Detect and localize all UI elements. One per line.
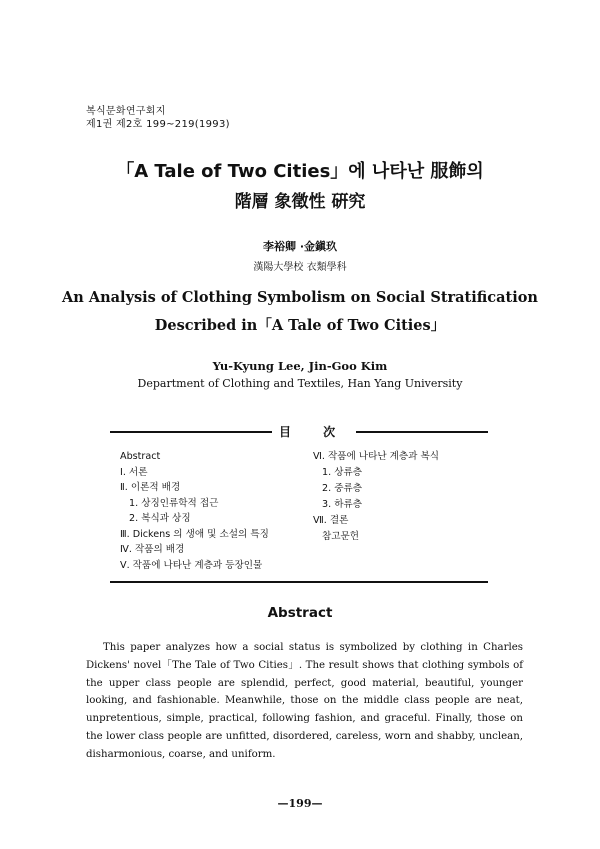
toc-item: 참고문헌 (322, 531, 360, 542)
toc-subitem: 1. 상류층 (322, 467, 363, 478)
toc-subitem: 2. 복식과 상징 (129, 513, 191, 524)
toc-left-column (120, 449, 269, 573)
toc-item: Ⅲ. Dickens 의 생애 및 소설의 특징 (120, 528, 269, 540)
toc-item: Ⅴ. 작품에 나타난 계층과 등장인물 (120, 559, 263, 571)
toc-subitem: 3. 하류층 (322, 499, 363, 510)
toc-item: Ⅶ. 결론 (313, 515, 349, 526)
toc-item: Ⅱ. 이론적 배경 (120, 482, 181, 493)
toc-item: Ⅵ. 작품에 나타난 계층과 복식 (313, 451, 440, 462)
english-title-line1: An Analysis of Clothing Symbolism on Social Stratification (62, 289, 538, 306)
journal-header (86, 105, 230, 131)
journal-name: 복식문화연구회지 (86, 106, 166, 117)
toc-item: Abstract (120, 451, 161, 462)
journal-volume: 제1권 제2호 199~219(1993) (86, 119, 230, 130)
korean-title-line2: 階層 象徵性 硏究 (234, 192, 366, 212)
english-department: Department of Clothing and Textiles, Han Yang University (137, 377, 463, 390)
english-authors: Yu-Kyung Lee, Jin-Goo Kim (212, 359, 388, 373)
korean-authors: 李裕卿 ·金鎭玖 (262, 240, 337, 253)
toc-item: Ⅳ. 작품의 배경 (120, 544, 185, 555)
toc-subitem: 1. 상징인류학적 접근 (129, 497, 219, 509)
korean-title-line1: 「A Tale of Two Cities」에 나타난 服飾의 (116, 161, 484, 182)
table-of-contents (110, 425, 488, 583)
toc-right-column (313, 449, 439, 545)
abstract-body: This paper analyzes how a social status is symbolized by clothing in Charles Dickens' novel「The Tale of Two Cities」. The result shows that clothing symbols of the upper class people are splendid, perfect, good material, beautiful, younger looking, and fashionable. Meanwhile, those on the middle class people are neat, unpretentious, simple, practical, following fashion, and graceful. Finally, those on the lower class people are unfitted, disordered, careless, worn and shabby, unclean, disharmonious, coarse, and uniform. (86, 642, 523, 760)
toc-item: Ⅰ. 서론 (120, 466, 148, 478)
toc-heading: 目 次 (272, 423, 356, 440)
english-title-line2: Described in「A Tale of Two Cities」 (154, 317, 446, 334)
toc-subitem: 2. 중류층 (322, 483, 363, 494)
korean-affiliation: 漢陽大學校 衣類學科 (253, 262, 347, 273)
page-number: —199— (277, 797, 323, 810)
abstract-heading: Abstract (267, 605, 333, 621)
